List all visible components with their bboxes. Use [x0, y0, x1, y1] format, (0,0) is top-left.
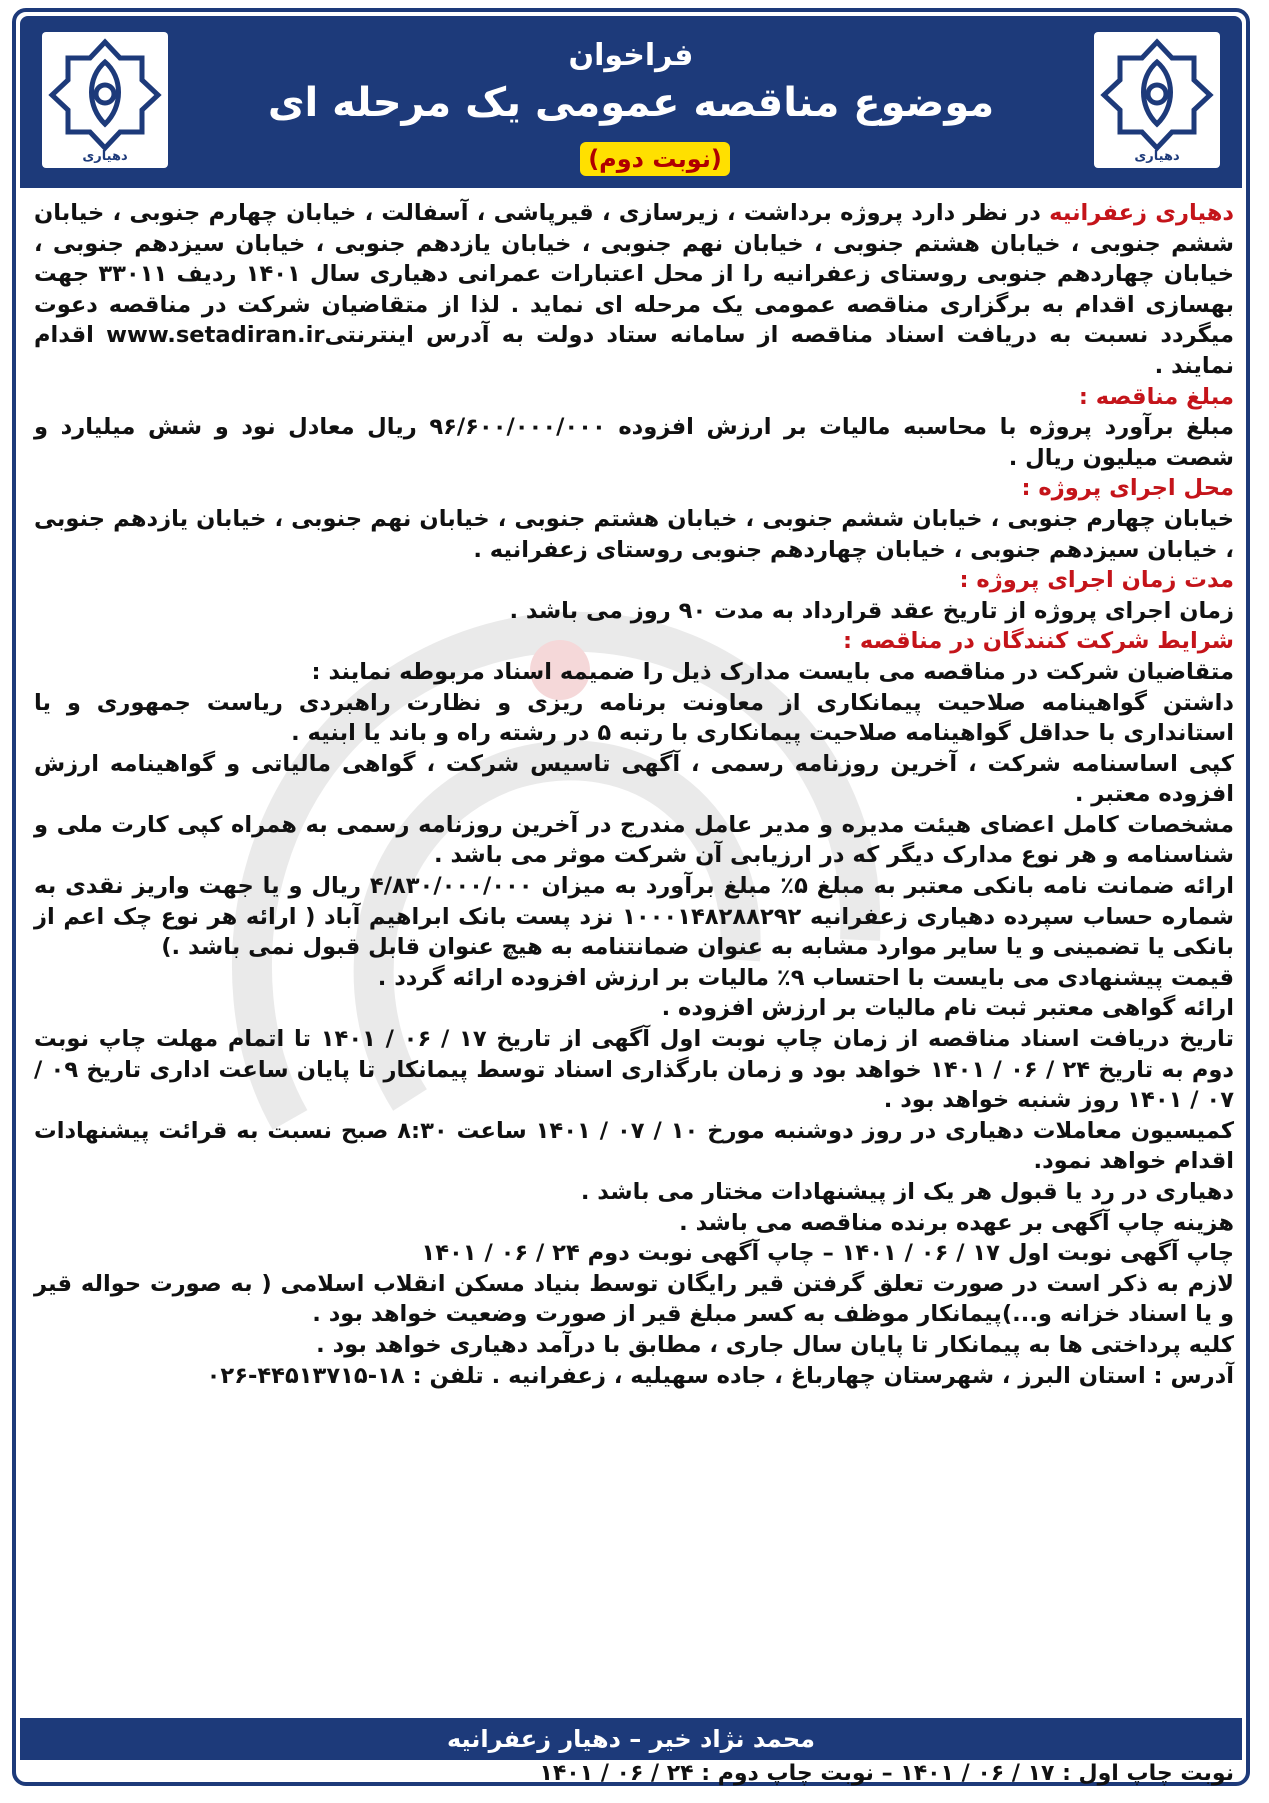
- header-title-big: موضوع مناقصه عمومی یک مرحله ای: [267, 80, 995, 126]
- setad-url-link[interactable]: www.setadiran.ir: [106, 322, 325, 349]
- intro-text: در نظر دارد پروژه برداشت ، زیرسازی ، قیرپاشی ، آسفالت ، خیابان چهارم جنوبی ، خیابان ششم جنوبی ، خیابان هشتم جنوبی ، خیابان نهم جنوبی ، خیابان یازدهم جنوبی ، خیابان سیزدهم جنوبی ، خیابان چهاردهم جنوبی روستای زعفرانیه را از محل اعتبارات عمرانی دهیاری سال ۱۴۰۱ ردیف ۳۳۰۱۱ جهت بهسازی اقدام به برگزاری مناقصه عمومی یک مرحله ای نماید . لذا از متقاضیان شرکت در مناقصه دعوت میگردد نسبت به دریافت اسناد مناقصه از سامانه ستاد دولت به آدرس اینترنتی: [34, 200, 1235, 349]
- condition-paragraph: کمیسیون معاملات دهیاری در روز دوشنبه مورخ ۱۰ / ۰۷ / ۱۴۰۱ ساعت ۸:۳۰ صبح نسبت به قرائت پیشنهادات اقدام خواهد نمود.: [34, 1117, 1235, 1175]
- condition-paragraph: کلیه پرداختی ها به پیمانکار تا پایان سال جاری ، مطابق با درآمد دهیاری خواهد بود .: [316, 1331, 1234, 1358]
- condition-paragraph: مشخصات کامل اعضای هیئت مدیره و مدیر عامل مندرج در آخرین روزنامه رسمی به همراه کپی کارت ملی و شناسنامه و هر نوع مدارک دیگر که در ارزیابی آن شرکت موثر می باشد .: [34, 811, 1234, 869]
- duration-text: زمان اجرای پروژه از تاریخ عقد قرارداد به مدت ۹۰ روز می باشد .: [509, 597, 1234, 624]
- location-text: خیابان چهارم جنوبی ، خیابان ششم جنوبی ، خیابان هشتم جنوبی ، خیابان نهم جنوبی ، خیابان یازدهم جنوبی ، خیابان سیزدهم جنوبی ، خیابان چهاردهم جنوبی روستای زعفرانیه .: [34, 505, 1234, 563]
- header-subtitle-badge: (نوبت دوم): [580, 142, 730, 176]
- header-banner: [20, 16, 1242, 188]
- condition-paragraph: دهیاری در رد یا قبول هر یک از پیشنهادات مختار می باشد .: [580, 1179, 1234, 1205]
- condition-paragraph: ارائه گواهی معتبر ثبت نام مالیات بر ارزش افزوده .: [661, 995, 1234, 1022]
- logo-caption-left: دهیاری: [82, 149, 128, 164]
- address-paragraph: آدرس : استان البرز ، شهرستان چهارباغ ، جاده سهیلیه ، زعفرانیه . تلفن : ۱۸-۴۴۵۱۳۷۱۵-۰۲۶: [206, 1362, 1234, 1389]
- org-name: دهیاری زعفرانیه: [1049, 200, 1234, 226]
- condition-paragraph: ارائه ضمانت نامه بانکی معتبر به مبلغ ۵٪ مبلغ برآورد به میزان ۴/۸۳۰/۰۰۰/۰۰۰ ریال و یا جهت واریز نقدی به شماره حساب سپرده دهیاری زعفرانیه ۱۰۰۰۱۴۸۲۸۸۲۹۲ نزد پست بانک ابراهیم آباد ( ارائه هر نوع چک اعم از بانکی یا تضمینی و یا سایر موارد مشابه به عنوان ضمانتنامه به هیچ عنوان قابل قبول نمی باشد .): [34, 873, 1234, 961]
- condition-paragraph: کپی اساسنامه شرکت ، آخرین روزنامه رسمی ، آگهی تاسیس شرکت ، گواهی مالیاتی و گواهینامه ارزش افزوده معتبر .: [34, 750, 1234, 808]
- signature-banner: محمد نژاد خیر – دهیار زعفرانیه: [20, 1718, 1242, 1760]
- intro-paragraph: [34, 198, 1234, 382]
- announcement-body: [34, 198, 1234, 1678]
- logo-caption-right: دهیاری: [1134, 149, 1180, 164]
- conditions-heading: شرایط شرکت کنندگان در مناقصه :: [843, 628, 1234, 655]
- amount-heading: مبلغ مناقصه :: [1078, 383, 1234, 410]
- header-title-small: فراخوان: [568, 38, 694, 73]
- duration-heading: مدت زمان اجرای پروژه :: [959, 567, 1234, 594]
- condition-paragraph: هزینه چاپ آگهی بر عهده برنده مناقصه می باشد .: [679, 1209, 1234, 1236]
- condition-paragraph: لازم به ذکر است در صورت تعلق گرفتن قیر رایگان توسط بنیاد مسکن انقلاب اسلامی ( به صورت حواله قیر و یا اسناد خزانه و...)پیمانکار موظف به کسر مبلغ قیر از صورت وضعیت خواهد بود .: [34, 1270, 1234, 1328]
- intro-text-end: اقدام نمایند .: [34, 322, 1234, 379]
- amount-text: مبلغ برآورد پروژه با محاسبه مالیات بر ارزش افزوده ۹۶/۶۰۰/۰۰۰/۰۰۰ ریال معادل نود و شش میلیارد و شصت میلیون ریال .: [34, 414, 1235, 471]
- condition-paragraph: چاپ آگهی نوبت اول ۱۷ / ۰۶ / ۱۴۰۱ – چاپ آگهی نوبت دوم ۲۴ / ۰۶ / ۱۴۰۱: [421, 1240, 1234, 1267]
- location-heading: محل اجرای پروژه :: [1021, 475, 1234, 502]
- condition-paragraph: قیمت پیشنهادی می بایست با احتساب ۹٪ مالیات بر ارزش افزوده ارائه گردد .: [377, 964, 1234, 991]
- print-dates-footer: نوبت چاپ اول : ۱۷ / ۰۶ / ۱۴۰۱ – نوبت چاپ دوم : ۲۴ / ۰۶ / ۱۴۰۱: [539, 1761, 1234, 1786]
- condition-paragraph: متقاضیان شرکت در مناقصه می بایست مدارک ذیل را ضمیمه اسناد مربوطه نمایند :: [311, 658, 1234, 685]
- condition-paragraph: تاریخ دریافت اسناد مناقصه از زمان چاپ نوبت اول آگهی از تاریخ ۱۷ / ۰۶ / ۱۴۰۱ تا اتمام مهلت چاپ نوبت دوم به تاریخ ۲۴ / ۰۶ / ۱۴۰۱ خواهد بود و زمان بارگذاری اسناد توسط پیمانکار تا پایان ساعت اداری تاریخ ۰۹ / ۰۷ / ۱۴۰۱ روز شنبه خواهد بود .: [34, 1026, 1235, 1114]
- condition-paragraph: داشتن گواهینامه صلاحیت پیمانکاری از معاونت برنامه ریزی و نظارت راهبردی ریاست جمهوری و یا استانداری با حداقل گواهینامه صلاحیت پیمانکاری با رتبه ۵ در رشته راه و باند یا ابنیه .: [34, 689, 1234, 747]
